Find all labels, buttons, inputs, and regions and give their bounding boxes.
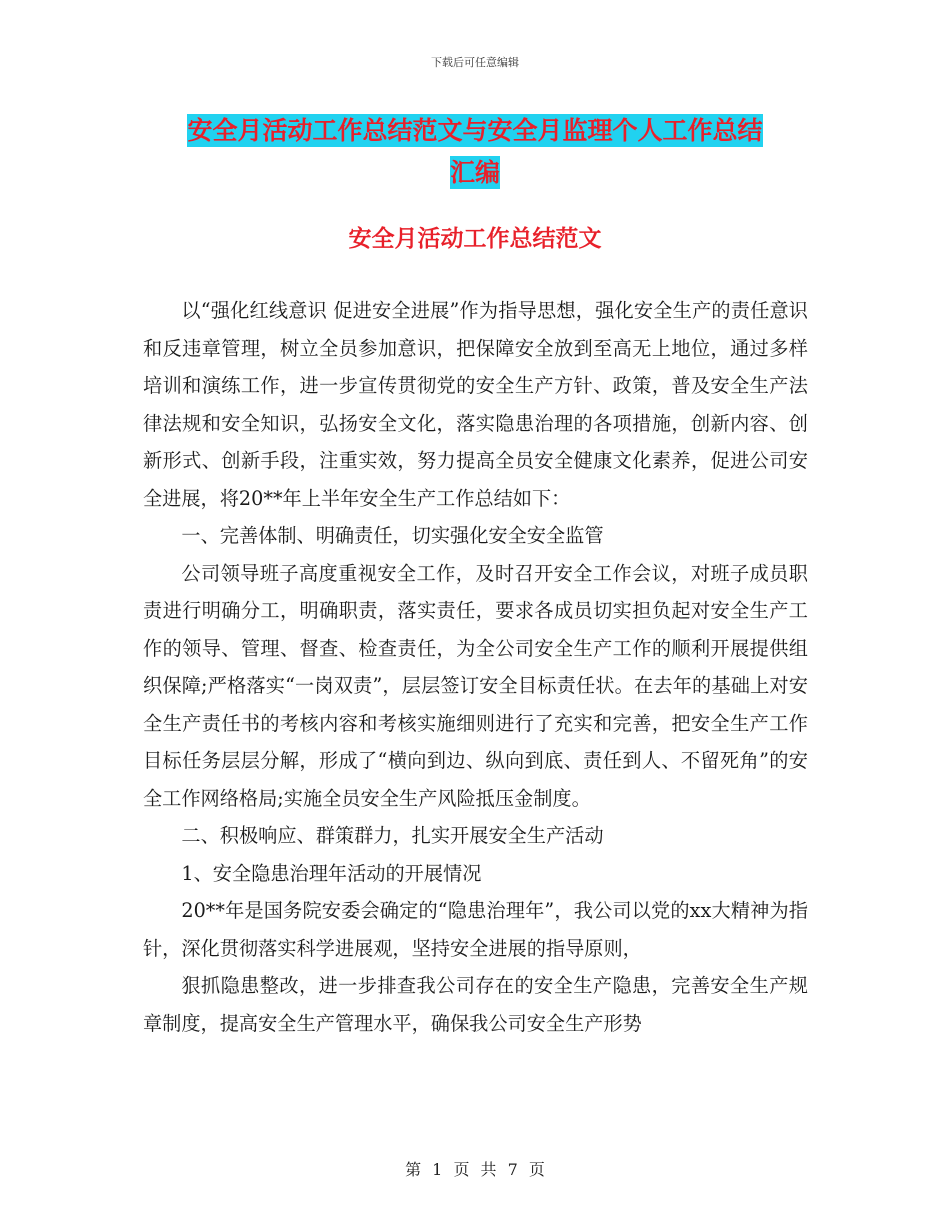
header-note: 下载后可任意编辑 xyxy=(431,56,519,69)
paragraph-2-1-a: 20**年是国务院安委会确定的“隐患治理年”，我公司以党的xx大精神为指针，深化贯彻落实科学进展观，坚持安全进展的指导原则， xyxy=(143,899,808,960)
document-title-line-1: 安全月活动工作总结范文与安全月监理个人工作总结 xyxy=(187,116,763,145)
subheading-2-1: 1、安全隐患治理年活动的开展情况 xyxy=(181,861,482,885)
body-text xyxy=(143,292,808,1042)
paragraph-intro: 以“强化红线意识 促进安全进展”作为指导思想，强化安全生产的责任意识和反违章管理，树立全员参加意识，把保障安全放到至高无上地位，通过多样培训和演练工作，进一步宣传贯彻党的安全生产方针、政策，普及安全生产法律法规和安全知识，弘扬安全文化，落实隐患治理的各项措施，创新内容、创新形式、创新手段，注重实效，努力提高全员安全健康文化素养，促进公司安全进展，将20**年上半年安全生产工作总结如下： xyxy=(143,299,808,510)
paragraph-2-1-b: 狠抓隐患整改，进一步排查我公司存在的安全生产隐患，完善安全生产规章制度，提高安全生产管理水平，确保我公司安全生产形势 xyxy=(143,974,808,1035)
document-title-line-2: 汇编 xyxy=(449,158,500,187)
document-title xyxy=(140,110,810,194)
heading-part-2: 二、积极响应、群策群力，扎实开展安全生产活动 xyxy=(181,824,604,847)
page-footer: 第 1 页 共 7 页 xyxy=(405,1160,545,1179)
section-title: 安全月活动工作总结范文 xyxy=(348,226,602,252)
paragraph-part-1: 公司领导班子高度重视安全工作，及时召开安全工作会议，对班子成员职责进行明确分工，明确职责，落实责任，要求各成员切实担负起对安全生产工作的领导、管理、督查、检查责任，为全公司安全生产工作的顺利开展提供组织保障;严格落实“一岗双责”，层层签订安全目标责任状。在去年的基础上对安全生产责任书的考核内容和考核实施细则进行了充实和完善，把安全生产工作目标任务层层分解，形成了“横向到边、纵向到底、责任到人、不留死角”的安全工作网络格局;实施全员安全生产风险抵压金制度。 xyxy=(143,561,808,810)
heading-part-1: 一、完善体制、明确责任，切实强化安全安全监管 xyxy=(181,524,604,547)
